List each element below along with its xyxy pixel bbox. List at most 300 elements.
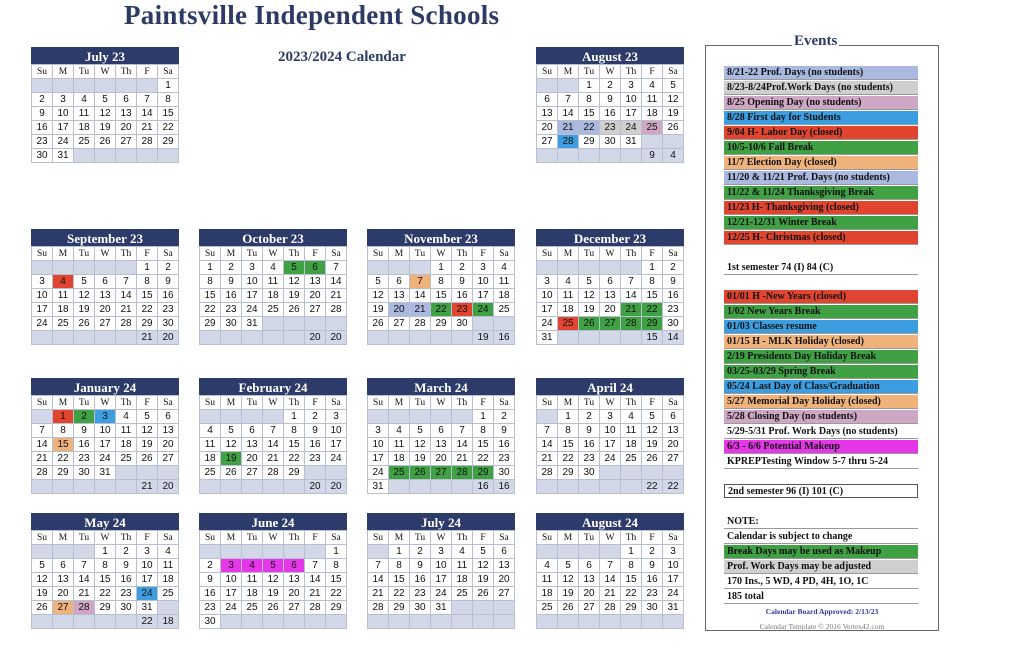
day-cell: 15: [326, 573, 347, 587]
day-cell: 17: [537, 303, 558, 317]
weekday-label: M: [221, 396, 242, 410]
empty-cell: [452, 410, 473, 424]
weekday-label: Tu: [410, 247, 431, 261]
empty-cell: [74, 149, 95, 163]
weekday-label: Sa: [663, 531, 684, 545]
day-cell: 12: [642, 424, 663, 438]
day-cell: 15: [389, 573, 410, 587]
day-cell: 17: [32, 303, 53, 317]
day-cell: 10: [473, 275, 494, 289]
weekday-label: Tu: [242, 531, 263, 545]
day-cell: 6: [663, 410, 684, 424]
day-cell: 5: [410, 424, 431, 438]
day-cell: 18: [389, 452, 410, 466]
day-cell: 7: [600, 559, 621, 573]
month-title: July 24: [367, 513, 515, 530]
month-calendar: [367, 378, 515, 494]
day-cell: 30: [221, 317, 242, 331]
event-row: 12/21-12/31 Winter Break: [724, 216, 918, 230]
day-cell: 19: [579, 303, 600, 317]
day-cell: 20: [116, 121, 137, 135]
day-cell: 20: [494, 573, 515, 587]
day-cell: 30: [494, 466, 515, 480]
day-cell: 6: [389, 275, 410, 289]
weekday-label: W: [95, 531, 116, 545]
day-cell: 31: [137, 601, 158, 615]
empty-cell: [621, 615, 642, 629]
day-cell: 30: [74, 466, 95, 480]
day-cell: 28: [326, 303, 347, 317]
empty-cell: [95, 261, 116, 275]
day-count: 20: [158, 480, 179, 494]
weekday-label: Tu: [579, 396, 600, 410]
empty-cell: [579, 331, 600, 345]
day-cell: 15: [137, 289, 158, 303]
day-cell: 10: [368, 438, 389, 452]
day-cell: 11: [200, 438, 221, 452]
day-cell: 30: [200, 615, 221, 629]
day-cell: 28: [621, 317, 642, 331]
day-cell: 16: [74, 438, 95, 452]
day-cell: 9: [158, 275, 179, 289]
empty-cell: [263, 331, 284, 345]
day-cell: 14: [537, 438, 558, 452]
day-cell: 2: [600, 79, 621, 93]
day-cell: 15: [558, 438, 579, 452]
day-cell: 14: [621, 289, 642, 303]
day-cell: 3: [621, 79, 642, 93]
empty-cell: [621, 466, 642, 480]
day-cell: 24: [53, 135, 74, 149]
day-cell: 16: [410, 573, 431, 587]
weekday-label: Su: [368, 247, 389, 261]
day-cell: 6: [537, 93, 558, 107]
day-cell: 22: [431, 303, 452, 317]
event-row: 01/15 H - MLK Holiday (closed): [724, 335, 918, 349]
day-cell: 14: [410, 289, 431, 303]
day-cell: 22: [200, 303, 221, 317]
empty-cell: [558, 331, 579, 345]
day-cell: 28: [452, 466, 473, 480]
day-cell: 4: [158, 545, 179, 559]
day-cell: 25: [116, 452, 137, 466]
day-cell: 8: [473, 424, 494, 438]
day-cell: 24: [431, 587, 452, 601]
day-cell: 16: [579, 438, 600, 452]
day-cell: 3: [242, 261, 263, 275]
weekday-label: W: [600, 247, 621, 261]
day-cell: 18: [642, 107, 663, 121]
day-cell: 17: [53, 121, 74, 135]
day-cell: 9: [305, 424, 326, 438]
day-cell: 24: [326, 452, 347, 466]
day-cell: 18: [263, 289, 284, 303]
day-cell: 13: [116, 107, 137, 121]
day-cell: 26: [95, 135, 116, 149]
weekday-label: Th: [452, 247, 473, 261]
day-cell: 17: [137, 573, 158, 587]
day-cell: 4: [452, 545, 473, 559]
day-cell: 18: [452, 573, 473, 587]
empty-cell: [558, 615, 579, 629]
day-cell: 25: [242, 601, 263, 615]
day-cell: 7: [305, 559, 326, 573]
weekday-label: W: [263, 396, 284, 410]
day-cell: 26: [368, 317, 389, 331]
day-cell: 7: [74, 559, 95, 573]
day-cell: 24: [663, 587, 684, 601]
day-cell: 9: [642, 559, 663, 573]
weekday-label: M: [389, 396, 410, 410]
day-cell: 15: [473, 438, 494, 452]
day-cell: 18: [537, 587, 558, 601]
day-cell: 23: [158, 303, 179, 317]
day-cell: 16: [452, 289, 473, 303]
weekday-label: W: [600, 396, 621, 410]
weekday-label: Su: [32, 247, 53, 261]
day-cell: 14: [558, 107, 579, 121]
day-cell: 10: [537, 289, 558, 303]
day-cell: 10: [621, 93, 642, 107]
day-cell: 7: [137, 93, 158, 107]
day-cell: 8: [579, 93, 600, 107]
day-cell: 12: [558, 573, 579, 587]
day-cell: 18: [158, 573, 179, 587]
day-cell: 9: [600, 93, 621, 107]
empty-cell: [579, 261, 600, 275]
day-cell: 21: [74, 587, 95, 601]
day-cell: 18: [558, 303, 579, 317]
board-approval: Calendar Board Approved: 2/13/23: [765, 607, 879, 616]
day-cell: 31: [242, 317, 263, 331]
day-cell: 21: [537, 452, 558, 466]
day-cell: 14: [368, 573, 389, 587]
weekday-label: Tu: [410, 396, 431, 410]
weekday-label: Sa: [494, 531, 515, 545]
weekday-label: Th: [284, 247, 305, 261]
day-cell: 4: [200, 424, 221, 438]
day-count: 20: [326, 331, 347, 345]
day-cell: 26: [579, 317, 600, 331]
day-cell: 8: [431, 275, 452, 289]
day-cell: 9: [200, 573, 221, 587]
day-cell: 26: [32, 601, 53, 615]
empty-cell: [537, 545, 558, 559]
weekday-label: Th: [621, 531, 642, 545]
day-cell: 13: [494, 559, 515, 573]
empty-cell: [537, 149, 558, 163]
day-cell: 29: [326, 601, 347, 615]
day-cell: 21: [326, 289, 347, 303]
day-cell: 10: [95, 424, 116, 438]
day-cell: 21: [368, 587, 389, 601]
empty-cell: [389, 615, 410, 629]
weekday-label: W: [600, 531, 621, 545]
empty-cell: [95, 79, 116, 93]
day-cell: 9: [221, 275, 242, 289]
weekday-label: Sa: [158, 247, 179, 261]
day-grid: [367, 395, 515, 494]
weekday-label: Th: [116, 247, 137, 261]
day-cell: 17: [326, 438, 347, 452]
empty-cell: [95, 149, 116, 163]
day-cell: 19: [284, 289, 305, 303]
day-cell: 27: [158, 452, 179, 466]
empty-cell: [389, 480, 410, 494]
day-count: 21: [137, 331, 158, 345]
empty-cell: [368, 615, 389, 629]
day-grid: [367, 246, 515, 345]
day-cell: 1: [326, 545, 347, 559]
day-cell: 29: [621, 601, 642, 615]
day-cell: 15: [158, 107, 179, 121]
day-cell: 4: [642, 79, 663, 93]
empty-cell: [389, 410, 410, 424]
day-cell: 10: [242, 275, 263, 289]
day-cell: 22: [558, 452, 579, 466]
day-cell: 20: [600, 303, 621, 317]
empty-cell: [305, 545, 326, 559]
month-title: July 23: [31, 47, 179, 64]
day-cell: 24: [537, 317, 558, 331]
empty-cell: [452, 331, 473, 345]
weekday-label: M: [221, 531, 242, 545]
day-cell: 28: [558, 135, 579, 149]
day-cell: 6: [579, 559, 600, 573]
day-cell: 11: [242, 573, 263, 587]
day-cell: 31: [431, 601, 452, 615]
day-cell: 18: [200, 452, 221, 466]
day-count: 14: [663, 331, 684, 345]
month-calendar: [31, 513, 179, 629]
day-cell: 25: [494, 303, 515, 317]
weekday-label: Tu: [410, 531, 431, 545]
empty-cell: [368, 331, 389, 345]
day-cell: 22: [53, 452, 74, 466]
day-cell: 25: [158, 587, 179, 601]
month-title: November 23: [367, 229, 515, 246]
weekday-label: Th: [621, 65, 642, 79]
day-cell: 26: [473, 587, 494, 601]
day-cell: 7: [326, 261, 347, 275]
day-cell: 24: [137, 587, 158, 601]
day-cell: 1: [642, 261, 663, 275]
day-cell: 16: [642, 573, 663, 587]
weekday-label: Sa: [663, 247, 684, 261]
day-cell: 20: [305, 289, 326, 303]
day-grid: [367, 530, 515, 629]
day-cell: 12: [32, 573, 53, 587]
day-cell: 9: [579, 424, 600, 438]
day-cell: 6: [600, 275, 621, 289]
empty-cell: [95, 480, 116, 494]
empty-cell: [600, 261, 621, 275]
empty-cell: [473, 601, 494, 615]
empty-cell: [579, 480, 600, 494]
day-cell: 28: [137, 135, 158, 149]
day-cell: 20: [242, 452, 263, 466]
day-cell: 3: [368, 424, 389, 438]
day-cell: 28: [600, 601, 621, 615]
day-cell: 22: [579, 121, 600, 135]
day-cell: 6: [431, 424, 452, 438]
day-grid: [536, 246, 684, 345]
day-cell: 8: [137, 275, 158, 289]
day-cell: 25: [74, 135, 95, 149]
day-cell: 24: [32, 317, 53, 331]
day-cell: 2: [158, 261, 179, 275]
day-cell: 27: [431, 466, 452, 480]
day-cell: 12: [95, 107, 116, 121]
empty-cell: [663, 615, 684, 629]
day-cell: 22: [642, 303, 663, 317]
day-cell: 24: [600, 452, 621, 466]
empty-cell: [158, 149, 179, 163]
weekday-label: Sa: [158, 65, 179, 79]
day-grid: [31, 395, 179, 494]
day-cell: 10: [431, 559, 452, 573]
weekday-label: Su: [32, 531, 53, 545]
day-cell: 2: [200, 559, 221, 573]
weekday-label: Su: [537, 247, 558, 261]
day-cell: 5: [642, 410, 663, 424]
day-cell: 12: [473, 559, 494, 573]
weekday-label: Sa: [326, 396, 347, 410]
empty-cell: [263, 480, 284, 494]
empty-cell: [116, 480, 137, 494]
day-cell: 2: [494, 410, 515, 424]
day-cell: 12: [221, 438, 242, 452]
day-cell: 8: [158, 93, 179, 107]
day-cell: 22: [326, 587, 347, 601]
day-cell: 13: [53, 573, 74, 587]
month-title: December 23: [536, 229, 684, 246]
day-cell: 16: [158, 289, 179, 303]
day-grid: [199, 395, 347, 494]
day-count: 22: [642, 480, 663, 494]
day-cell: 10: [326, 424, 347, 438]
empty-cell: [326, 615, 347, 629]
weekday-label: M: [558, 531, 579, 545]
empty-cell: [431, 615, 452, 629]
day-cell: 8: [53, 424, 74, 438]
day-cell: 20: [663, 438, 684, 452]
day-cell: 23: [305, 452, 326, 466]
weekday-label: Sa: [158, 531, 179, 545]
empty-cell: [116, 615, 137, 629]
day-cell: 12: [74, 289, 95, 303]
empty-cell: [200, 410, 221, 424]
day-cell: 7: [32, 424, 53, 438]
day-cell: 11: [263, 275, 284, 289]
event-row: 11/22 & 11/24 Thanksgiving Break: [724, 186, 918, 200]
weekday-label: Su: [200, 531, 221, 545]
day-cell: 3: [431, 545, 452, 559]
empty-cell: [600, 480, 621, 494]
event-row: 5/28 Closing Day (no students): [724, 410, 918, 424]
day-cell: 24: [242, 303, 263, 317]
empty-cell: [263, 615, 284, 629]
day-cell: 1: [95, 545, 116, 559]
month-title: June 24: [199, 513, 347, 530]
day-cell: 12: [284, 275, 305, 289]
weekday-label: F: [137, 247, 158, 261]
empty-cell: [579, 545, 600, 559]
day-cell: 5: [32, 559, 53, 573]
day-cell: 11: [642, 93, 663, 107]
weekday-label: Su: [537, 396, 558, 410]
day-cell: 10: [221, 573, 242, 587]
day-cell: 27: [579, 601, 600, 615]
day-cell: 1: [284, 410, 305, 424]
empty-cell: [53, 79, 74, 93]
event-row: 8/25 Opening Day (no students): [724, 96, 918, 110]
empty-cell: [600, 466, 621, 480]
day-cell: 29: [53, 466, 74, 480]
day-cell: 6: [494, 545, 515, 559]
day-cell: 13: [389, 289, 410, 303]
weekday-label: Tu: [74, 396, 95, 410]
weekday-label: M: [53, 396, 74, 410]
event-row: 6/3 - 6/6 Potential Makeup: [724, 440, 918, 454]
event-row: 8/28 First day for Students: [724, 111, 918, 125]
weekday-label: Tu: [242, 396, 263, 410]
weekday-label: W: [95, 396, 116, 410]
day-cell: 14: [74, 573, 95, 587]
month-calendar: [367, 513, 515, 629]
day-cell: 15: [200, 289, 221, 303]
event-row: 12/25 H- Christmas (closed): [724, 231, 918, 245]
empty-cell: [74, 545, 95, 559]
day-cell: 6: [242, 424, 263, 438]
day-cell: 19: [642, 438, 663, 452]
day-count: 20: [305, 480, 326, 494]
empty-cell: [621, 480, 642, 494]
weekday-label: Th: [452, 531, 473, 545]
empty-cell: [200, 480, 221, 494]
empty-cell: [305, 466, 326, 480]
day-count: 19: [473, 331, 494, 345]
event-row: 9/04 H- Labor Day (closed): [724, 126, 918, 140]
weekday-label: Sa: [326, 247, 347, 261]
empty-cell: [494, 615, 515, 629]
empty-cell: [494, 317, 515, 331]
day-cell: 17: [621, 107, 642, 121]
weekday-label: Tu: [579, 65, 600, 79]
empty-cell: [558, 480, 579, 494]
day-cell: 19: [368, 303, 389, 317]
empty-cell: [326, 466, 347, 480]
note-row: Calendar is subject to change: [724, 530, 918, 544]
day-cell: 2: [663, 261, 684, 275]
day-cell: 19: [221, 452, 242, 466]
day-grid: [536, 395, 684, 494]
weekday-label: Su: [537, 65, 558, 79]
weekday-label: W: [431, 531, 452, 545]
empty-cell: [32, 615, 53, 629]
weekday-label: F: [137, 531, 158, 545]
day-cell: 27: [600, 317, 621, 331]
day-cell: 14: [452, 438, 473, 452]
day-cell: 17: [600, 438, 621, 452]
day-cell: 12: [579, 289, 600, 303]
day-cell: 6: [95, 275, 116, 289]
day-cell: 9: [663, 275, 684, 289]
day-cell: 17: [95, 438, 116, 452]
day-cell: 11: [452, 559, 473, 573]
month-title: March 24: [367, 378, 515, 395]
empty-cell: [621, 331, 642, 345]
